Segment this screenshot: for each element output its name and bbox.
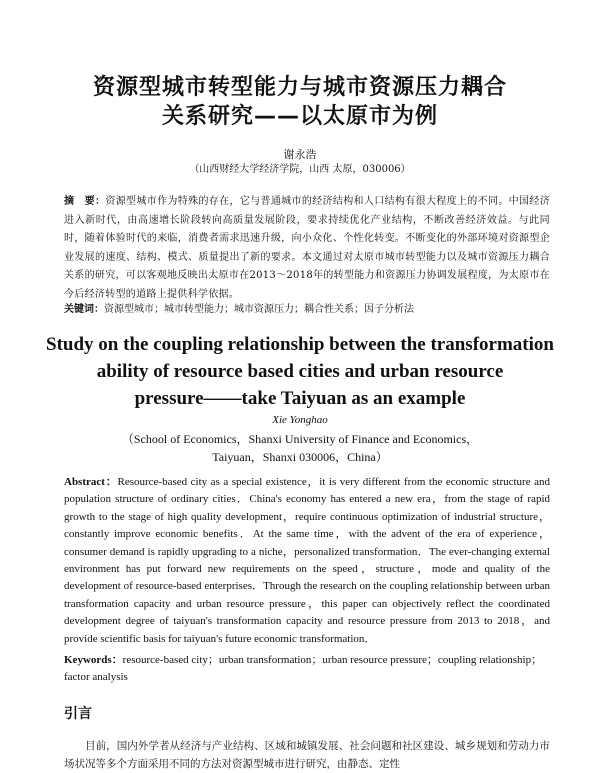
keywords-cn-label: 关键词： [64, 304, 104, 315]
title-cn-line2: 关系研究——以太原市为例 [161, 104, 438, 129]
keywords-en-label: Keywords： [64, 654, 123, 666]
title-cn-line1: 资源型城市转型能力与城市资源压力耦合 [92, 75, 507, 100]
abstract-en-text: Resource-based city as a special existence，it is very different from the economic structure and population structure of ordinary cities．China's economy has entered a new era，from the stage of rapid growth to the stage of high quality development，require continuous optimization of industrial structure，constantly improve economic benefits．At the same time，with the advent of the era of experience，consumer demand is rapidly upgrading to a niche，personalized transformation．The ever-changing external environment has put forward new requirements on the speed，structure，mode and quality of the development of resource-based enterprises．Through the research on the coupling relationship between urban transformation capacity and urban resource pressure，this paper can objectively reflect the coordinated development degree of taiyuan's transformation capacity and resource pressure from 2013 to 2018，and provide scientific basis for taiyuan's future economic transformation． [64, 476, 551, 645]
abstract-en [64, 474, 550, 648]
keywords-en [64, 652, 550, 686]
keywords-cn [64, 303, 550, 317]
keywords-en-text: resource-based city；urban transformation；urban resource pressure；coupling relationship；factor analysis [64, 654, 543, 683]
section-heading-intro: 引言 [64, 706, 92, 722]
author-cn: 谢永浩 [283, 148, 317, 161]
affiliation-cn: （山西财经大学经济学院，山西 太原，030006） [189, 164, 411, 175]
abstract-en-label: Abstract： [64, 476, 118, 488]
affiliation-en-line1: （School of Economics，Shanxi University of Finance and Economics， [121, 432, 479, 446]
affiliation-en-line2: Taiyuan，Shanxi 030006，China） [212, 450, 388, 464]
abstract-cn-label: 摘 要： [64, 196, 106, 207]
title-en-line1: Study on the coupling relationship between the transformation [46, 334, 554, 355]
author-en: Xie Yonghao [272, 414, 328, 426]
title-en-line2: ability of resource based cities and urban resource [96, 361, 504, 382]
title-en-line3: pressure——take Taiyuan as an example [134, 388, 466, 409]
abstract-cn-text: 资源型城市作为特殊的存在，它与普通城市的经济结构和人口结构有很大程度上的不同。中国经济进入新时代，由高速增长阶段转向高质量发展阶段，要求持续优化产业结构，不断改善经济效益。与此同时，随着体验时代的来临，消费者需求迅速升级，向小众化、个性化转变。不断变化的外部环境对资源型企业发展的速度、结构、模式、质量提出了新的要求。本文通过对太原市城市转型能力以及城市资源压力耦合关系的研究，可以客观地反映出太原市在2013～2018年的转型能力和资源压力协调发展程度，为太原市在今后经济转型的道路上提供科学依据。 [64, 196, 551, 300]
affiliation-en [0, 430, 600, 466]
keywords-cn-text: 资源型城市；城市转型能力；城市资源压力；耦合性关系；因子分析法 [104, 304, 414, 315]
abstract-cn [64, 193, 550, 304]
intro-paragraph: 目前，国内外学者从经济与产业结构、区域和城镇发展、社会问题和社区建设、城乡规划和劳动力市场状况等多个方面采用不同的方法对资源型城市进行研究，由静态、定性 [64, 740, 550, 770]
